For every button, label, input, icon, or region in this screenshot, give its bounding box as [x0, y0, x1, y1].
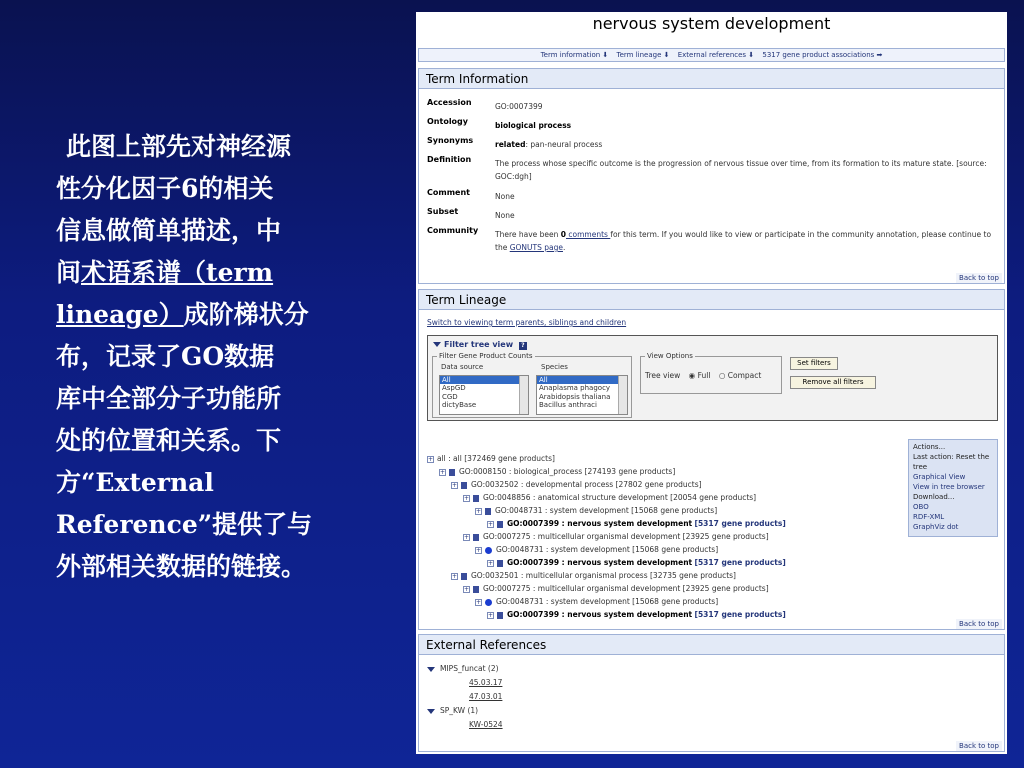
data-source-select[interactable]	[439, 375, 529, 415]
actions-title: Actions...	[913, 443, 946, 451]
list-option[interactable]: dictyBase	[442, 401, 477, 410]
tree-node-current[interactable]	[487, 519, 786, 528]
last-action: Last action: Reset the tree	[913, 453, 990, 471]
comments-link[interactable]: comments	[566, 230, 611, 239]
info-row-ontology	[427, 117, 998, 131]
list-option[interactable]: Anaplasma phagocy	[539, 384, 611, 393]
expand-icon[interactable]: +	[464, 585, 470, 593]
gonuts-link[interactable]: GONUTS page	[509, 243, 563, 252]
slide-line: 方“External	[56, 468, 214, 497]
info-row-definition	[427, 155, 998, 183]
section-navbar	[418, 48, 1005, 62]
gene-products-link[interactable]: [5317 gene products]	[694, 558, 786, 567]
process-icon	[473, 534, 479, 541]
info-label: Subset	[427, 207, 459, 216]
info-row-synonyms	[427, 136, 998, 150]
expand-icon[interactable]: +	[440, 468, 446, 476]
info-row-community	[427, 226, 998, 254]
community-text: There have been	[495, 230, 561, 239]
help-icon[interactable]: ?	[519, 342, 527, 350]
filter-tree-toggle[interactable]	[433, 340, 527, 350]
tree-node[interactable]	[451, 571, 736, 580]
info-value	[495, 138, 998, 151]
slide-text-fragment: 间	[56, 258, 82, 287]
slide-line: 外部相关数据的链接。	[56, 552, 307, 581]
expand-icon[interactable]: +	[428, 455, 434, 463]
slide-line	[56, 294, 381, 336]
tree-view-label: Tree view	[645, 371, 681, 380]
go-term-page-screenshot	[416, 12, 1007, 754]
tree-node[interactable]	[439, 467, 675, 476]
info-label: Community	[427, 226, 479, 235]
radio-label: Full	[697, 371, 711, 380]
expand-icon[interactable]: +	[476, 507, 482, 515]
collapse-triangle-icon	[427, 709, 435, 714]
radio-full[interactable]: ◉ Full	[688, 371, 711, 380]
slide-description	[56, 126, 381, 588]
list-option[interactable]: All	[537, 376, 627, 384]
nav-term-information[interactable]: Term information ⬇	[540, 51, 609, 59]
tree-node-label: GO:0007275 : multicellular organismal development [23925 gene products]	[483, 584, 769, 593]
list-option[interactable]: All	[440, 376, 528, 384]
info-row-comment	[427, 188, 998, 202]
back-to-top-link[interactable]: Back to top	[956, 619, 1002, 629]
info-label: Definition	[427, 155, 472, 164]
expand-icon[interactable]: +	[464, 533, 470, 541]
slide-underlined-term: 术语系谱（term	[81, 258, 274, 287]
process-icon	[497, 560, 503, 567]
community-text: .	[562, 243, 566, 252]
ext-group-toggle[interactable]	[427, 664, 499, 673]
rdf-xml-link[interactable]: RDF-XML	[913, 513, 945, 521]
data-source-label: Data source	[441, 363, 484, 371]
process-icon	[473, 586, 479, 593]
download-label: Download...	[913, 493, 955, 501]
list-option[interactable]: Bacillus anthraci	[539, 401, 597, 410]
tree-node[interactable]	[463, 532, 769, 541]
scrollbar[interactable]	[519, 376, 528, 414]
tree-node[interactable]	[475, 506, 717, 515]
tree-view-options	[645, 371, 761, 380]
fieldset-legend: View Options	[647, 352, 693, 360]
graphviz-link[interactable]: GraphViz dot	[913, 523, 959, 531]
tree-node-label: GO:0032502 : developmental process [27802 gene products]	[471, 480, 702, 489]
synonym-text: : pan-neural process	[525, 140, 603, 149]
gene-product-count-filter	[432, 352, 632, 418]
nav-term-lineage[interactable]: Term lineage ⬇	[616, 51, 670, 59]
info-value: None	[495, 211, 515, 220]
info-row-accession	[427, 98, 998, 112]
info-label: Accession	[427, 98, 472, 107]
process-icon	[461, 573, 467, 580]
slide-underlined-term: lineage）	[56, 300, 184, 329]
info-value: The process whose specific outcome is the progression of nervous tissue over time, from its formation to its mature state. [source: GOC:dgh]	[495, 159, 987, 181]
tree-node[interactable]	[427, 454, 555, 463]
obo-link[interactable]: OBO	[913, 503, 929, 511]
radio-label: Compact	[727, 371, 762, 380]
expand-icon[interactable]: +	[464, 494, 470, 502]
tree-node-label: GO:0007399 : nervous system development	[507, 519, 693, 528]
slide-line: 性分化因子6的相关	[56, 174, 274, 203]
tree-node[interactable]	[475, 597, 718, 606]
info-value	[495, 228, 998, 254]
species-label: Species	[541, 363, 568, 371]
nav-gene-product-associations[interactable]: 5317 gene product associations ➡	[762, 51, 883, 59]
list-option[interactable]: AspGD	[442, 384, 466, 393]
process-icon	[473, 495, 479, 502]
species-select[interactable]	[536, 375, 628, 415]
fieldset-legend: Filter Gene Product Counts	[439, 352, 533, 360]
section-heading: External References	[419, 635, 1004, 655]
expand-icon[interactable]: +	[488, 611, 494, 619]
tree-node[interactable]	[475, 545, 718, 554]
tree-node-label: GO:0048856 : anatomical structure development [20054 gene products]	[483, 493, 757, 502]
ext-group-toggle[interactable]	[427, 706, 478, 715]
tree-node-label: all : all [372469 gene products]	[437, 454, 555, 463]
ext-ref-link[interactable]: KW-0524	[469, 720, 503, 729]
info-value: GO:0007399	[495, 102, 543, 111]
external-references-section	[418, 634, 1005, 752]
expand-icon[interactable]: +	[452, 572, 458, 580]
expand-icon[interactable]: +	[452, 481, 458, 489]
ext-group-name: SP_KW (1)	[440, 706, 479, 715]
tree-node-label: GO:0048731 : system development [15068 gene products]	[495, 506, 718, 515]
switch-view-link[interactable]: Switch to viewing term parents, siblings and children	[427, 318, 627, 327]
list-option[interactable]: CGD	[442, 392, 458, 401]
slide-text-fragment: 成阶梯状分	[183, 300, 309, 329]
slide-line: 此图上部先对神经源	[66, 132, 292, 161]
process-icon	[497, 521, 503, 528]
section-heading: Term Information	[419, 69, 1004, 89]
community-text: for this term. If you would like to view or participate in the community annotation, please continue to the	[495, 230, 992, 252]
info-value: biological process	[495, 121, 572, 130]
collapse-triangle-icon	[427, 667, 435, 672]
gene-products-link[interactable]: [5317 gene products]	[694, 610, 786, 619]
process-icon	[485, 508, 491, 515]
slide-line	[56, 252, 381, 294]
info-label: Comment	[427, 188, 470, 197]
expand-icon[interactable]: +	[488, 559, 494, 567]
tree-node[interactable]	[463, 493, 756, 502]
tree-node-label: GO:0048731 : system development [15068 gene products]	[496, 597, 719, 606]
gene-products-link[interactable]: [5317 gene products]	[694, 519, 786, 528]
radio-compact[interactable]: ○ Compact	[718, 371, 762, 380]
filter-tree-panel	[427, 335, 998, 421]
back-to-top-link[interactable]: Back to top	[956, 741, 1002, 751]
actions-panel	[908, 439, 998, 537]
process-icon	[461, 482, 467, 489]
expand-icon[interactable]: +	[488, 520, 494, 528]
process-icon	[497, 612, 503, 619]
ext-group-name: MIPS_funcat (2)	[440, 664, 499, 673]
slide-line: Reference”提供了与	[56, 510, 313, 539]
tree-node-label: GO:0048731 : system development [15068 gene products]	[496, 545, 719, 554]
slide-line: 布，记录了GO数据	[56, 342, 275, 371]
info-row-subset	[427, 207, 998, 221]
remove-filters-button[interactable]: Remove all filters	[790, 376, 876, 389]
tree-node-label: GO:0032501 : multicellular organismal process [32735 gene products]	[471, 571, 736, 580]
page-title: nervous system development	[592, 14, 831, 33]
section-heading: Term Lineage	[419, 290, 1004, 310]
tree-node-label: GO:0007399 : nervous system development	[507, 558, 693, 567]
expand-icon[interactable]: +	[476, 546, 482, 554]
slide-line: 处的位置和关系。下	[56, 426, 282, 455]
tree-node[interactable]	[451, 480, 702, 489]
slide-line: 库中全部分子功能所	[56, 384, 282, 413]
filter-tree-title: Filter tree view	[444, 340, 514, 349]
slide-line: 信息做简单描述，中	[56, 216, 282, 245]
tree-node-current[interactable]	[487, 610, 786, 619]
ext-ref-link[interactable]: 47.03.01	[469, 692, 503, 701]
nav-external-references[interactable]: External references ⬇	[677, 51, 755, 59]
info-label: Synonyms	[427, 136, 474, 145]
synonym-type: related	[495, 140, 526, 149]
tree-node-label: GO:0007275 : multicellular organismal development [23925 gene products]	[483, 532, 769, 541]
view-options	[640, 352, 782, 394]
tree-node-label: GO:0008150 : biological_process [274193 gene products]	[459, 467, 676, 476]
ext-ref-link[interactable]: 45.03.17	[469, 678, 503, 687]
collapse-triangle-icon	[433, 342, 441, 347]
part-of-icon	[485, 547, 492, 554]
tree-browser-link[interactable]: View in tree browser	[913, 483, 985, 491]
info-label: Ontology	[427, 117, 468, 126]
tree-node[interactable]	[463, 584, 769, 593]
list-option[interactable]: Arabidopsis thaliana	[539, 392, 611, 401]
expand-icon[interactable]: +	[476, 598, 482, 606]
graphical-view-link[interactable]: Graphical View	[913, 473, 966, 481]
tree-node-label: GO:0007399 : nervous system development	[507, 610, 693, 619]
comment-count: 0	[560, 230, 566, 239]
back-to-top-link[interactable]: Back to top	[956, 273, 1002, 283]
scrollbar[interactable]	[618, 376, 627, 414]
set-filters-button[interactable]: Set filters	[790, 357, 838, 370]
part-of-icon	[485, 599, 492, 606]
term-lineage-section	[418, 289, 1005, 630]
term-information-section	[418, 68, 1005, 284]
tree-node-current[interactable]	[487, 558, 786, 567]
process-icon	[449, 469, 455, 476]
info-value: None	[495, 192, 515, 201]
